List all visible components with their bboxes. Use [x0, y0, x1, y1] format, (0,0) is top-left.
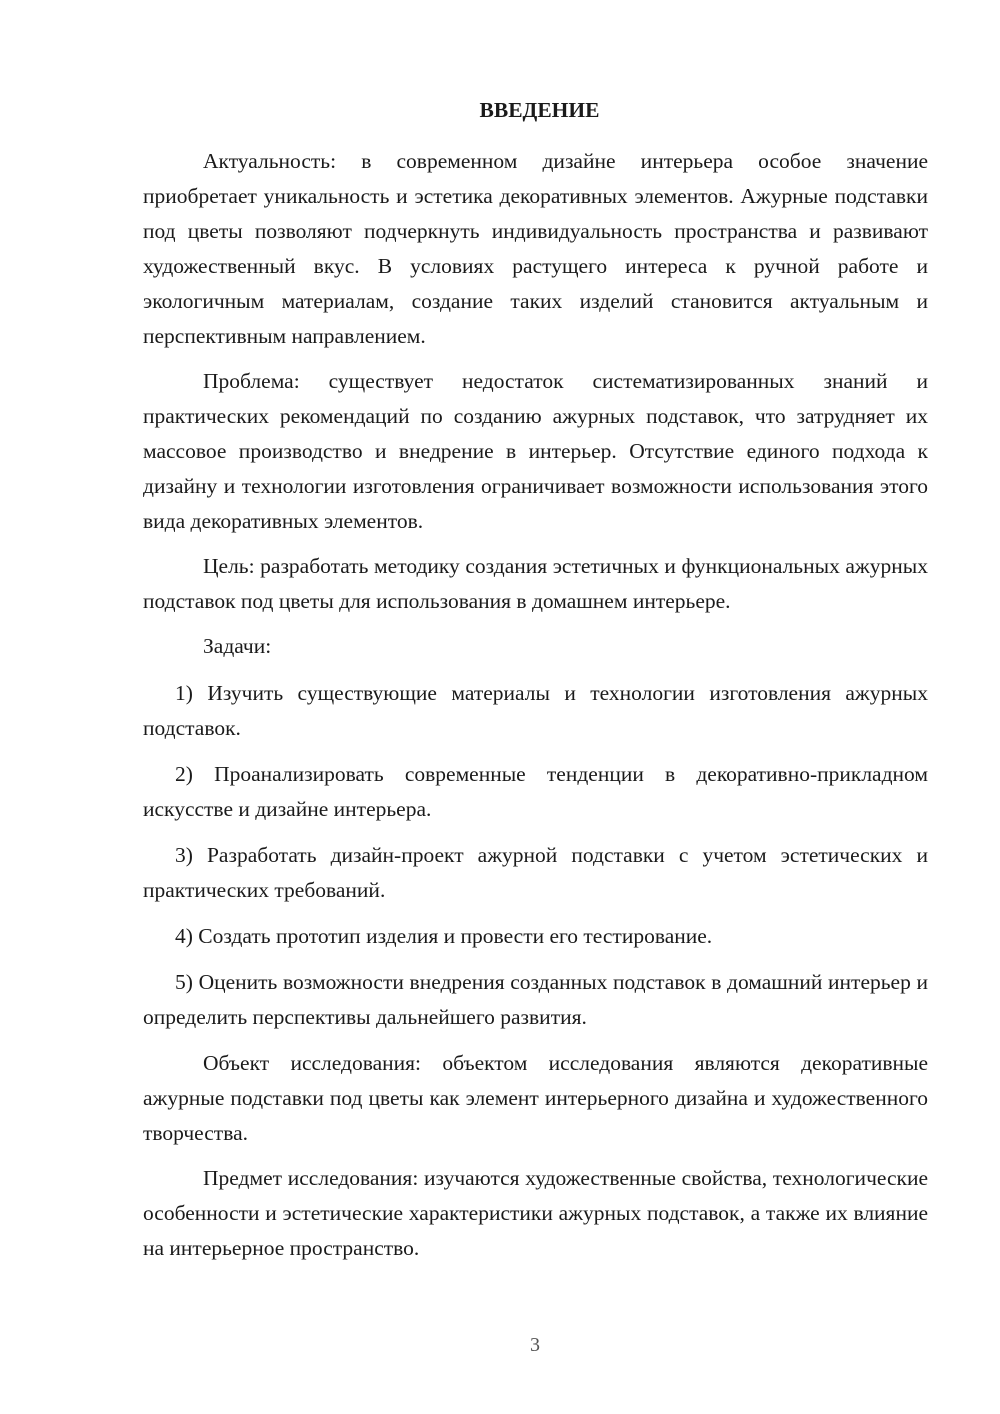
- task-item-3: 3) Разработать дизайн-проект ажурной подставки с учетом эстетических и практических требований.: [143, 843, 928, 902]
- section-heading: ВВЕДЕНИЕ: [479, 98, 600, 122]
- page-number: 3: [530, 1334, 540, 1356]
- paragraph-subject: Предмет исследования: изучаются художественные свойства, технологические особенности и эстетические характеристики ажурных подставок, а также их влияние на интерьерное пространство.: [143, 1166, 928, 1260]
- task-item-5: 5) Оценить возможности внедрения созданных подставок в домашний интерьер и определить перспективы дальнейшего развития.: [143, 970, 928, 1029]
- tasks-label: Задачи:: [203, 634, 272, 658]
- paragraph-problem: Проблема: существует недостаток систематизированных знаний и практических рекомендаций по созданию ажурных подставок, что затрудняет их массовое производство и внедрение в интерьер. Отсутствие единого подхода к дизайну и технологии изготовления ограничивает возможности использования этого вида декоративных элементов.: [143, 369, 928, 533]
- task-item-1: 1) Изучить существующие материалы и технологии изготовления ажурных подставок.: [143, 681, 928, 740]
- document-body: [143, 95, 928, 1276]
- paragraph-goal: Цель: разработать методику создания эстетичных и функциональных ажурных подставок под цветы для использования в домашнем интерьере.: [143, 554, 928, 613]
- paragraph-object: Объект исследования: объектом исследования являются декоративные ажурные подставки под цветы как элемент интерьерного дизайна и художественного творчества.: [143, 1051, 928, 1145]
- task-item-4: 4) Создать прототип изделия и провести его тестирование.: [175, 924, 713, 948]
- task-item-2: 2) Проанализировать современные тенденции в декоративно-прикладном искусстве и дизайне интерьера.: [143, 762, 928, 821]
- paragraph-relevance: Актуальность: в современном дизайне интерьера особое значение приобретает уникальность и эстетика декоративных элементов. Ажурные подставки под цветы позволяют подчеркнуть индивидуальность пространства и развивают художественный вкус. В условиях растущего интереса к ручной работе и экологичным материалам, создание таких изделий становится актуальным и перспективным направлением.: [143, 149, 928, 348]
